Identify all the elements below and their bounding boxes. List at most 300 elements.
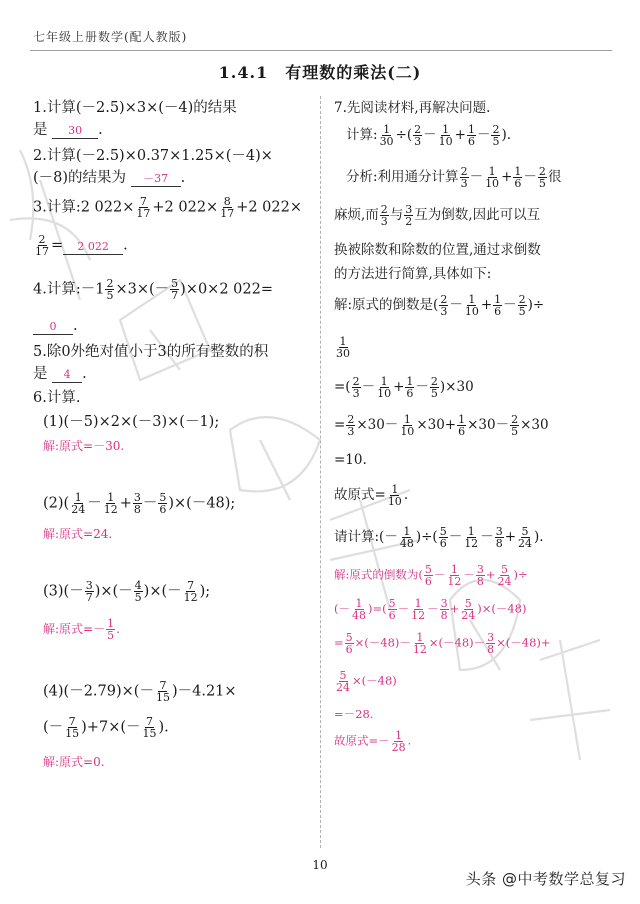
- numerator: 2: [347, 413, 355, 426]
- denominator: 24: [497, 575, 512, 588]
- numerator: 2: [352, 375, 360, 388]
- text: )－4.21×: [171, 683, 237, 700]
- numerator: 5: [439, 525, 447, 538]
- numerator: 1: [467, 123, 475, 136]
- numerator: 1: [403, 525, 411, 538]
- q7-analysis-4: 的方法进行简算,具体如下:: [334, 266, 492, 282]
- numerator: 5: [521, 525, 529, 538]
- text: 互为倒数,因此可以互: [414, 207, 541, 223]
- numerator: 1: [416, 631, 424, 644]
- denominator: 5: [538, 177, 546, 190]
- text: .: [403, 487, 409, 503]
- fraction: [410, 598, 426, 621]
- q7-solution-3: [334, 414, 549, 437]
- numerator: 1: [403, 413, 411, 426]
- question-1: [33, 98, 237, 118]
- fraction: [404, 204, 413, 227]
- numerator: 1: [488, 165, 496, 178]
- fraction: [70, 492, 86, 515]
- numerator: 1: [414, 597, 422, 610]
- fraction: [513, 166, 522, 189]
- page-number: 10: [312, 858, 328, 872]
- fraction: [155, 680, 171, 703]
- text: (3)(－: [43, 583, 84, 600]
- numerator: 3: [85, 579, 93, 592]
- text: ×(－48)+: [496, 635, 551, 650]
- text: )÷(: [415, 529, 438, 545]
- denominator: 48: [352, 609, 366, 622]
- fraction: [335, 670, 351, 693]
- denominator: 15: [65, 727, 80, 740]
- numerator: 2: [106, 277, 114, 290]
- denominator: 5: [134, 591, 142, 604]
- denominator: 28: [391, 741, 406, 754]
- book-title: 七年级上册数学(配人教版): [33, 30, 188, 44]
- fraction: [158, 492, 167, 515]
- attribution-watermark: 头条 @中考数学总复习: [465, 870, 626, 888]
- denominator: 24: [518, 537, 532, 550]
- numerator: 5: [159, 491, 167, 504]
- denominator: 12: [412, 643, 427, 656]
- text: +: [480, 297, 493, 313]
- header-divider: [30, 50, 612, 51]
- text: =: [334, 417, 346, 433]
- denominator: 10: [387, 495, 402, 508]
- text: ÷(: [395, 127, 413, 143]
- fraction: [183, 580, 199, 603]
- numerator: 5: [388, 597, 396, 610]
- denominator: 6: [458, 425, 466, 438]
- q2-line2: (－8)的结果为: [33, 170, 127, 186]
- numerator: 5: [171, 277, 179, 290]
- fraction: [391, 730, 407, 753]
- denominator: 10: [438, 135, 453, 148]
- q4-line2: [33, 316, 78, 336]
- q4-lead: 4.计算:－1: [33, 281, 105, 298]
- q3-end: .: [123, 237, 128, 254]
- fraction: [135, 196, 151, 219]
- numerator: 2: [430, 375, 438, 388]
- numerator: 8: [223, 195, 231, 208]
- text: (2)(: [43, 495, 70, 512]
- q7-answer-4: [334, 670, 397, 693]
- text: +: [485, 567, 496, 582]
- q5-line1: 5.除0外绝对值小于3的所有整数的积: [33, 344, 269, 360]
- fraction: [388, 598, 397, 621]
- fraction: [335, 336, 351, 359]
- q6-part2-expr: [43, 492, 235, 515]
- numerator: 3: [440, 597, 448, 610]
- numerator: 5: [424, 563, 432, 576]
- numerator: 2: [440, 293, 448, 306]
- text: －: [87, 495, 102, 512]
- numerator: 1: [406, 375, 414, 388]
- text: －: [397, 601, 410, 616]
- text: 故原式=－: [334, 733, 390, 748]
- text: (－: [43, 719, 64, 736]
- fraction: [493, 294, 502, 317]
- fraction: [439, 526, 448, 549]
- fraction: [134, 580, 143, 603]
- fraction: [464, 294, 480, 317]
- fraction: [491, 124, 500, 147]
- numerator: 1: [458, 413, 466, 426]
- q3-answer: 2 022: [63, 240, 123, 255]
- q3-equals: =: [51, 237, 64, 254]
- numerator: 1: [74, 491, 82, 504]
- text: －: [427, 601, 439, 616]
- text: )×(－48): [477, 601, 527, 616]
- fraction: [495, 526, 504, 549]
- fraction: [484, 166, 500, 189]
- text: ).: [534, 529, 544, 545]
- fraction: [85, 580, 94, 603]
- denominator: 5: [107, 629, 115, 642]
- numerator: 2: [492, 123, 500, 136]
- left-column: [33, 92, 315, 792]
- denominator: 3: [352, 387, 360, 400]
- text: 故原式=: [334, 487, 386, 503]
- denominator: 30: [379, 135, 394, 148]
- text: ×30－: [356, 417, 399, 433]
- text: －: [476, 127, 491, 143]
- text: .: [116, 622, 120, 636]
- q7-calc: [346, 124, 511, 147]
- q2-answer: －37: [131, 172, 181, 187]
- denominator: 24: [336, 681, 350, 694]
- denominator: 12: [464, 537, 479, 550]
- fraction: [399, 526, 415, 549]
- numerator: 3: [405, 203, 413, 216]
- numerator: 1: [395, 729, 403, 742]
- q1-line1: 1.计算(－2.5)×3×(－4)的结果: [33, 100, 237, 116]
- fraction: [219, 196, 235, 219]
- text: －: [433, 567, 446, 582]
- numerator: 3: [476, 563, 484, 576]
- denominator: 6: [494, 305, 502, 318]
- denominator: 12: [447, 575, 462, 588]
- numerator: 7: [68, 715, 76, 728]
- denominator: 7: [171, 289, 179, 302]
- text: (4)(－2.79)×(－: [43, 683, 154, 700]
- numerator: 1: [391, 483, 399, 496]
- denominator: 10: [400, 425, 415, 438]
- numerator: 3: [487, 631, 495, 644]
- fraction: [64, 716, 80, 739]
- fraction: [457, 414, 466, 437]
- numerator: 2: [460, 165, 468, 178]
- q4-mid2: )×0×2 022=: [180, 281, 273, 298]
- denominator: 3: [347, 425, 355, 438]
- numerator: 5: [339, 669, 347, 682]
- q7-answer-6: [334, 730, 411, 753]
- q7-analysis-1: [346, 166, 561, 189]
- numerator: 1: [380, 375, 388, 388]
- fraction: [460, 598, 476, 621]
- fraction: [103, 492, 119, 515]
- fraction: [538, 166, 547, 189]
- denominator: 17: [35, 245, 49, 258]
- q6-part1-expr: (1)(－5)×2×(－3)×(－1);: [43, 414, 220, 430]
- q4-mid1: ×3×(－: [115, 281, 170, 298]
- numerator: 1: [355, 597, 363, 610]
- fraction: [413, 124, 422, 147]
- denominator: 12: [103, 503, 118, 516]
- q1-line2-row: [33, 120, 103, 140]
- q3-mid2: +2 022×: [236, 199, 303, 216]
- denominator: 17: [136, 207, 151, 220]
- fraction: [510, 414, 519, 437]
- text: 麻烦,而: [334, 207, 379, 223]
- q6-part4-expr-line2: [43, 716, 169, 739]
- text: +: [449, 601, 460, 616]
- section-title: 1.4.1 有理数的乘法(二): [218, 63, 422, 82]
- text: 计算:: [346, 127, 378, 143]
- q7-solution-4: =10.: [334, 452, 367, 468]
- numerator: 3: [495, 525, 503, 538]
- fraction: [430, 376, 439, 399]
- text: 解:原式=－: [43, 622, 106, 636]
- numerator: 1: [107, 491, 115, 504]
- numerator: 5: [501, 563, 509, 576]
- text: －: [142, 495, 158, 512]
- denominator: 5: [430, 387, 438, 400]
- numerator: 1: [450, 563, 458, 576]
- denominator: 10: [464, 305, 479, 318]
- fraction: [379, 124, 395, 147]
- question-7-title: 7.先阅读材料,再解决问题.: [334, 100, 491, 116]
- fraction: [34, 234, 50, 257]
- text: 请计算:(－: [334, 529, 398, 545]
- right-column: [334, 92, 624, 772]
- numerator: 5: [464, 597, 472, 610]
- text: )×(－48);: [168, 495, 236, 512]
- question-6-title: 6.计算.: [33, 390, 81, 406]
- q4-answer: 0: [33, 320, 73, 335]
- fraction: [412, 632, 428, 655]
- denominator: 10: [485, 177, 500, 190]
- question-4: [33, 278, 273, 301]
- denominator: 24: [71, 503, 86, 516]
- text: )×(－: [94, 583, 133, 600]
- q5-end: .: [82, 366, 87, 382]
- fraction: [351, 598, 367, 621]
- fraction: [424, 564, 433, 587]
- text: +: [504, 529, 516, 545]
- text: )+7×(－: [81, 719, 141, 736]
- denominator: 8: [487, 643, 495, 656]
- q7-solution-1: [334, 294, 544, 317]
- q7-analysis-3: 换被除数和除数的位置,通过求倒数: [334, 242, 541, 258]
- q7-solution-2: [334, 376, 474, 399]
- question-5: [33, 342, 268, 362]
- text: －: [480, 529, 494, 545]
- fraction: [345, 632, 354, 655]
- denominator: 6: [159, 503, 167, 516]
- q6-part3-expr: [43, 580, 210, 603]
- text: =: [334, 635, 344, 650]
- text: ×(－48)－: [428, 635, 486, 650]
- q2-end: .: [180, 170, 186, 186]
- text: －: [463, 567, 475, 582]
- fraction: [446, 564, 462, 587]
- q4-end: .: [73, 318, 78, 334]
- q3-line2: [33, 234, 128, 257]
- fraction: [346, 414, 355, 437]
- text: －: [448, 529, 463, 545]
- question-2: [33, 146, 273, 166]
- denominator: 12: [411, 609, 426, 622]
- denominator: 17: [220, 207, 235, 220]
- fraction: [133, 492, 142, 515]
- denominator: 8: [440, 609, 448, 622]
- numerator: 7: [139, 195, 147, 208]
- denominator: 5: [106, 289, 114, 302]
- q7-analysis-2: [334, 204, 540, 227]
- fraction: [142, 716, 158, 739]
- numerator: 4: [134, 579, 142, 592]
- q3-mid1: +2 022×: [152, 199, 219, 216]
- text: 很: [547, 169, 562, 185]
- denominator: 24: [461, 609, 476, 622]
- text: )×30: [439, 379, 474, 395]
- denominator: 5: [492, 135, 500, 148]
- fraction: [486, 632, 495, 655]
- numerator: 7: [146, 715, 154, 728]
- denominator: 48: [399, 537, 414, 550]
- denominator: 3: [414, 135, 422, 148]
- text: ×(－48): [352, 673, 397, 688]
- text: －: [449, 297, 463, 313]
- denominator: 2: [405, 215, 413, 228]
- question-3: [33, 196, 302, 219]
- denominator: 6: [345, 643, 353, 656]
- denominator: 12: [183, 591, 198, 604]
- q2-line1: 2.计算(－2.5)×0.37×1.25×(－4)×: [33, 148, 273, 164]
- q7-answer-3: [334, 632, 551, 655]
- q2-line2-row: [33, 168, 185, 188]
- fraction: [463, 526, 479, 549]
- text: 解:原式的倒数是(: [334, 297, 439, 313]
- q6-part1-solution: 解:原式=－30.: [43, 439, 125, 453]
- q6-part2-solution: 解:原式=24.: [43, 527, 113, 541]
- text: +: [501, 169, 513, 185]
- fraction: [376, 376, 392, 399]
- numerator: 2: [414, 123, 422, 136]
- numerator: 1: [494, 293, 502, 306]
- denominator: 15: [142, 727, 157, 740]
- text: .: [407, 733, 412, 748]
- numerator: 5: [345, 631, 353, 644]
- text: －: [503, 297, 517, 313]
- numerator: 2: [38, 233, 46, 246]
- denominator: 8: [133, 503, 141, 516]
- fraction: [170, 278, 179, 301]
- text: +: [119, 495, 132, 512]
- denominator: 6: [439, 537, 447, 550]
- text: －: [469, 169, 484, 185]
- q5-line2-row: [33, 364, 87, 384]
- text: (－: [334, 601, 350, 616]
- numerator: 2: [380, 203, 388, 216]
- denominator: 6: [406, 387, 414, 400]
- text: ).: [501, 127, 512, 143]
- fraction: [106, 618, 115, 641]
- text: )=(: [368, 601, 387, 616]
- q6-part4-expr-line1: [43, 680, 237, 703]
- numerator: 2: [518, 293, 526, 306]
- denominator: 3: [380, 215, 388, 228]
- q7-answer-2: [334, 598, 526, 621]
- fraction: [517, 526, 533, 549]
- fraction: [405, 376, 414, 399]
- text: 与: [389, 207, 404, 223]
- fraction: [387, 484, 403, 507]
- text: +: [393, 379, 405, 395]
- denominator: 5: [511, 425, 519, 438]
- q1-line2: 是: [33, 122, 48, 138]
- numerator: 1: [107, 617, 115, 630]
- q5-line2: 是: [33, 366, 48, 382]
- denominator: 30: [336, 347, 350, 360]
- denominator: 15: [155, 691, 170, 704]
- numerator: 2: [538, 165, 546, 178]
- fraction: [380, 204, 389, 227]
- numerator: 1: [339, 335, 347, 348]
- q7-solution-5: [334, 484, 408, 507]
- fraction: [439, 294, 448, 317]
- denominator: 6: [514, 177, 522, 190]
- fraction: [440, 598, 449, 621]
- text: +: [454, 127, 466, 143]
- numerator: 1: [383, 123, 391, 136]
- text: 解:原式的倒数为(: [334, 567, 423, 582]
- numerator: 7: [187, 579, 195, 592]
- numerator: 1: [468, 293, 476, 306]
- q1-answer: 30: [52, 124, 98, 139]
- q7-answer-5: =－28.: [334, 707, 374, 721]
- text: 分析:利用通分计算: [346, 169, 459, 185]
- denominator: 10: [377, 387, 392, 400]
- q5-answer: 4: [52, 368, 82, 383]
- denominator: 7: [85, 591, 93, 604]
- denominator: 8: [476, 575, 484, 588]
- numerator: 1: [442, 123, 450, 136]
- denominator: 6: [388, 609, 396, 622]
- text: －: [423, 127, 437, 143]
- numerator: 1: [467, 525, 475, 538]
- numerator: 1: [514, 165, 522, 178]
- q7-solution-1b: [334, 336, 352, 359]
- text: =(: [334, 379, 351, 395]
- fraction: [497, 564, 513, 587]
- denominator: 6: [467, 135, 475, 148]
- text: )×(－: [143, 583, 182, 600]
- q3-lead: 3.计算:2 022×: [33, 199, 135, 216]
- fraction: [476, 564, 485, 587]
- fraction: [399, 414, 415, 437]
- numerator: 7: [159, 679, 167, 692]
- q1-end: .: [98, 122, 103, 138]
- q7-task: [334, 526, 544, 549]
- text: ×30+: [416, 417, 457, 433]
- text: );: [199, 583, 211, 600]
- denominator: 8: [495, 537, 503, 550]
- fraction: [518, 294, 527, 317]
- text: －: [361, 379, 376, 395]
- text: )÷: [513, 567, 528, 582]
- denominator: 3: [460, 177, 468, 190]
